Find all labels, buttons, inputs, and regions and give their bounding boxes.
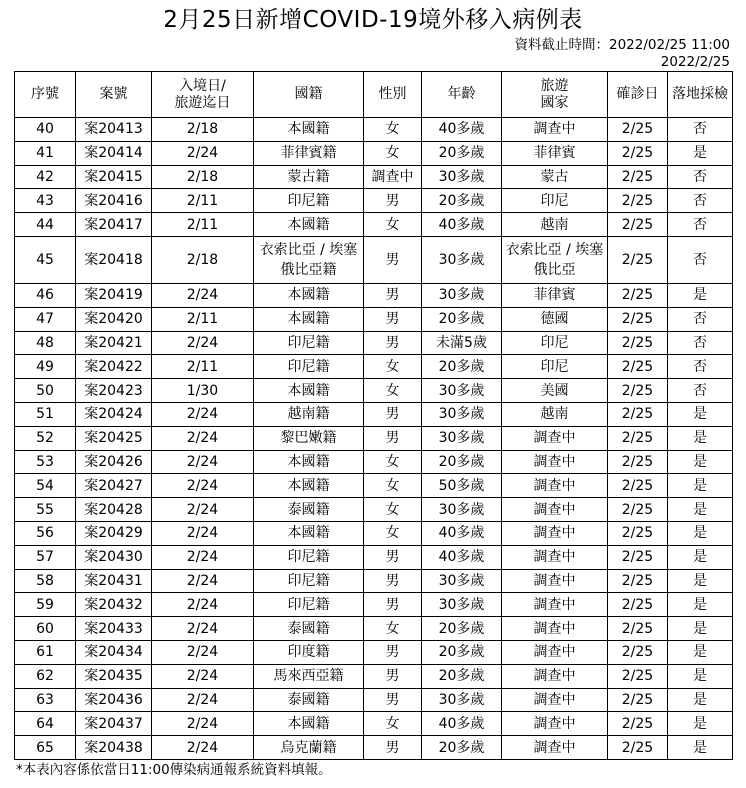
cell-confirm-date: 2/25 [608, 426, 668, 450]
cell-nationality: 印尼籍 [254, 569, 364, 593]
header-age: 年齡 [422, 72, 502, 118]
cell-confirm-date: 2/25 [608, 213, 668, 237]
cell-case-id: 案20416 [76, 189, 152, 213]
cell-travel-country: 調查中 [502, 712, 608, 736]
table-row [15, 402, 733, 426]
cell-travel-country: 調查中 [502, 593, 608, 617]
cell-case-id: 案20419 [76, 283, 152, 307]
cell-arrival-test: 否 [668, 236, 733, 283]
cell-case-id: 案20428 [76, 498, 152, 522]
cell-confirm-date: 2/25 [608, 118, 668, 142]
cell-case-id: 案20433 [76, 617, 152, 641]
cell-arrival-test: 是 [668, 283, 733, 307]
cell-arrival-test: 是 [668, 402, 733, 426]
cell-confirm-date: 2/25 [608, 617, 668, 641]
cell-serial: 62 [15, 664, 76, 688]
cell-arrival-test: 否 [668, 189, 733, 213]
cell-nationality: 本國籍 [254, 450, 364, 474]
cell-serial: 65 [15, 736, 76, 760]
cell-arrival-test: 是 [668, 617, 733, 641]
cell-age: 20多歲 [422, 640, 502, 664]
cell-confirm-date: 2/25 [608, 664, 668, 688]
header-row [15, 72, 733, 118]
cell-travel-country: 調查中 [502, 688, 608, 712]
cell-age: 30多歲 [422, 426, 502, 450]
cell-serial: 56 [15, 521, 76, 545]
cell-age: 30多歲 [422, 236, 502, 283]
cell-age: 20多歲 [422, 736, 502, 760]
cell-travel-country: 調查中 [502, 664, 608, 688]
table-row [15, 545, 733, 569]
cell-travel-country: 越南 [502, 213, 608, 237]
table-row [15, 213, 733, 237]
cell-travel-country: 調查中 [502, 426, 608, 450]
cell-sex: 女 [364, 617, 422, 641]
cell-nationality: 蒙古籍 [254, 165, 364, 189]
cell-entry-date: 2/24 [152, 521, 254, 545]
cell-confirm-date: 2/25 [608, 712, 668, 736]
table-row [15, 426, 733, 450]
cell-entry-date: 2/11 [152, 213, 254, 237]
cell-case-id: 案20432 [76, 593, 152, 617]
cell-entry-date: 2/11 [152, 307, 254, 331]
cell-arrival-test: 是 [668, 640, 733, 664]
cell-travel-country: 印尼 [502, 189, 608, 213]
cell-arrival-test: 是 [668, 593, 733, 617]
cell-age: 20多歲 [422, 307, 502, 331]
cell-sex: 女 [364, 450, 422, 474]
cell-travel-country: 調查中 [502, 545, 608, 569]
cell-case-id: 案20425 [76, 426, 152, 450]
cell-sex: 男 [364, 189, 422, 213]
cell-arrival-test: 是 [668, 569, 733, 593]
cell-age: 30多歲 [422, 688, 502, 712]
cell-confirm-date: 2/25 [608, 355, 668, 379]
cell-age: 20多歲 [422, 189, 502, 213]
table-row [15, 307, 733, 331]
cell-sex: 女 [364, 213, 422, 237]
cell-serial: 42 [15, 165, 76, 189]
cell-nationality: 本國籍 [254, 213, 364, 237]
cell-arrival-test: 否 [668, 379, 733, 403]
cell-nationality: 印度籍 [254, 640, 364, 664]
cell-case-id: 案20426 [76, 450, 152, 474]
cell-age: 20多歲 [422, 664, 502, 688]
cell-sex: 男 [364, 236, 422, 283]
cell-sex: 女 [364, 141, 422, 165]
header-travel-country: 旅遊 國家 [502, 72, 608, 118]
header-entry-date: 入境日/ 旅遊迄日 [152, 72, 254, 118]
cell-age: 20多歲 [422, 450, 502, 474]
cell-entry-date: 2/24 [152, 141, 254, 165]
footnote: *本表內容係依當日11:00傳染病通報系統資料填報。 [16, 762, 332, 778]
cell-serial: 45 [15, 236, 76, 283]
cell-serial: 52 [15, 426, 76, 450]
cell-case-id: 案20421 [76, 331, 152, 355]
cell-serial: 63 [15, 688, 76, 712]
cell-serial: 60 [15, 617, 76, 641]
page-title: 2月25日新增COVID-19境外移入病例表 [163, 7, 583, 33]
cell-travel-country: 調查中 [502, 521, 608, 545]
header-sex: 性別 [364, 72, 422, 118]
cell-confirm-date: 2/25 [608, 640, 668, 664]
cell-serial: 54 [15, 474, 76, 498]
header-case-id: 案號 [76, 72, 152, 118]
cell-serial: 51 [15, 402, 76, 426]
cell-entry-date: 2/24 [152, 617, 254, 641]
cell-travel-country: 印尼 [502, 331, 608, 355]
cell-confirm-date: 2/25 [608, 545, 668, 569]
cell-sex: 男 [364, 545, 422, 569]
cell-arrival-test: 否 [668, 307, 733, 331]
cell-confirm-date: 2/25 [608, 141, 668, 165]
cell-serial: 50 [15, 379, 76, 403]
cell-case-id: 案20427 [76, 474, 152, 498]
cell-age: 40多歲 [422, 521, 502, 545]
cell-sex: 男 [364, 426, 422, 450]
cell-serial: 49 [15, 355, 76, 379]
table-row [15, 593, 733, 617]
cell-serial: 40 [15, 118, 76, 142]
table-body [15, 118, 733, 760]
cell-confirm-date: 2/25 [608, 379, 668, 403]
cell-serial: 47 [15, 307, 76, 331]
cell-confirm-date: 2/25 [608, 283, 668, 307]
cell-travel-country: 調查中 [502, 736, 608, 760]
cell-arrival-test: 是 [668, 498, 733, 522]
header-confirm-date: 確診日 [608, 72, 668, 118]
table-row [15, 283, 733, 307]
cell-age: 30多歲 [422, 283, 502, 307]
cell-confirm-date: 2/25 [608, 189, 668, 213]
cell-age: 30多歲 [422, 593, 502, 617]
cell-case-id: 案20435 [76, 664, 152, 688]
cell-travel-country: 菲律賓 [502, 283, 608, 307]
cell-sex: 男 [364, 688, 422, 712]
cell-age: 30多歲 [422, 498, 502, 522]
cell-travel-country: 調查中 [502, 640, 608, 664]
cell-entry-date: 2/18 [152, 236, 254, 283]
cutoff-time: 資料截止時間：2022/02/25 11:00 [514, 37, 730, 53]
table-row [15, 450, 733, 474]
cell-sex: 男 [364, 402, 422, 426]
cell-travel-country: 調查中 [502, 474, 608, 498]
cell-case-id: 案20417 [76, 213, 152, 237]
cell-confirm-date: 2/25 [608, 569, 668, 593]
cell-entry-date: 2/24 [152, 450, 254, 474]
cell-travel-country: 越南 [502, 402, 608, 426]
cell-serial: 48 [15, 331, 76, 355]
cell-age: 40多歲 [422, 213, 502, 237]
cell-nationality: 本國籍 [254, 712, 364, 736]
cell-sex: 男 [364, 640, 422, 664]
cell-arrival-test: 是 [668, 426, 733, 450]
cell-nationality: 烏克蘭籍 [254, 736, 364, 760]
cell-age: 30多歲 [422, 165, 502, 189]
cell-nationality: 印尼籍 [254, 593, 364, 617]
cell-nationality: 衣索比亞 / 埃塞俄比亞籍 [254, 236, 364, 283]
cell-confirm-date: 2/25 [608, 307, 668, 331]
cell-serial: 59 [15, 593, 76, 617]
cell-age: 20多歲 [422, 141, 502, 165]
cell-serial: 61 [15, 640, 76, 664]
cell-serial: 64 [15, 712, 76, 736]
cell-case-id: 案20438 [76, 736, 152, 760]
cell-entry-date: 2/24 [152, 426, 254, 450]
cell-entry-date: 2/24 [152, 474, 254, 498]
cell-confirm-date: 2/25 [608, 736, 668, 760]
cell-entry-date: 2/24 [152, 688, 254, 712]
cell-entry-date: 2/18 [152, 165, 254, 189]
cell-sex: 女 [364, 474, 422, 498]
header-nationality: 國籍 [254, 72, 364, 118]
cell-age: 50多歲 [422, 474, 502, 498]
cell-sex: 女 [364, 712, 422, 736]
cell-travel-country: 調查中 [502, 118, 608, 142]
cell-sex: 女 [364, 355, 422, 379]
cell-age: 20多歲 [422, 355, 502, 379]
cell-nationality: 印尼籍 [254, 331, 364, 355]
cell-nationality: 本國籍 [254, 118, 364, 142]
cell-age: 40多歲 [422, 545, 502, 569]
table-row [15, 498, 733, 522]
cell-case-id: 案20413 [76, 118, 152, 142]
cell-confirm-date: 2/25 [608, 402, 668, 426]
table-row [15, 379, 733, 403]
cell-arrival-test: 是 [668, 450, 733, 474]
cell-travel-country: 德國 [502, 307, 608, 331]
cell-entry-date: 2/24 [152, 593, 254, 617]
table-row [15, 236, 733, 283]
table-row [15, 617, 733, 641]
cell-sex: 女 [364, 498, 422, 522]
table-row [15, 664, 733, 688]
cell-arrival-test: 否 [668, 165, 733, 189]
cell-arrival-test: 否 [668, 213, 733, 237]
cell-arrival-test: 是 [668, 736, 733, 760]
cell-confirm-date: 2/25 [608, 593, 668, 617]
cell-travel-country: 美國 [502, 379, 608, 403]
cell-age: 20多歲 [422, 617, 502, 641]
cell-arrival-test: 是 [668, 664, 733, 688]
cell-arrival-test: 是 [668, 712, 733, 736]
cell-nationality: 菲律賓籍 [254, 141, 364, 165]
table-row [15, 141, 733, 165]
cell-sex: 男 [364, 569, 422, 593]
cell-case-id: 案20423 [76, 379, 152, 403]
cases-table [14, 71, 733, 760]
cell-serial: 44 [15, 213, 76, 237]
table-row [15, 474, 733, 498]
cell-entry-date: 2/24 [152, 498, 254, 522]
cell-travel-country: 印尼 [502, 355, 608, 379]
cell-arrival-test: 是 [668, 521, 733, 545]
cell-nationality: 本國籍 [254, 379, 364, 403]
cell-entry-date: 2/24 [152, 664, 254, 688]
table-row [15, 355, 733, 379]
header-arrival-test: 落地採檢 [668, 72, 733, 118]
table-row [15, 569, 733, 593]
cell-serial: 53 [15, 450, 76, 474]
cell-arrival-test: 是 [668, 688, 733, 712]
cell-case-id: 案20415 [76, 165, 152, 189]
cell-age: 30多歲 [422, 569, 502, 593]
cell-travel-country: 調查中 [502, 450, 608, 474]
cell-age: 30多歲 [422, 379, 502, 403]
cell-serial: 55 [15, 498, 76, 522]
cell-nationality: 泰國籍 [254, 688, 364, 712]
cell-entry-date: 2/24 [152, 331, 254, 355]
cell-case-id: 案20424 [76, 402, 152, 426]
cell-sex: 男 [364, 331, 422, 355]
cell-nationality: 泰國籍 [254, 498, 364, 522]
cell-nationality: 本國籍 [254, 307, 364, 331]
cell-entry-date: 2/24 [152, 545, 254, 569]
cell-sex: 男 [364, 283, 422, 307]
cell-travel-country: 菲律賓 [502, 141, 608, 165]
cell-case-id: 案20431 [76, 569, 152, 593]
cell-arrival-test: 是 [668, 141, 733, 165]
cell-entry-date: 2/24 [152, 640, 254, 664]
cell-nationality: 黎巴嫩籍 [254, 426, 364, 450]
cell-case-id: 案20434 [76, 640, 152, 664]
table-row [15, 521, 733, 545]
cell-age: 40多歲 [422, 712, 502, 736]
cell-nationality: 印尼籍 [254, 189, 364, 213]
cell-confirm-date: 2/25 [608, 331, 668, 355]
cell-serial: 41 [15, 141, 76, 165]
cell-case-id: 案20436 [76, 688, 152, 712]
cell-nationality: 越南籍 [254, 402, 364, 426]
cell-confirm-date: 2/25 [608, 688, 668, 712]
cell-serial: 57 [15, 545, 76, 569]
cell-sex: 女 [364, 379, 422, 403]
cell-confirm-date: 2/25 [608, 498, 668, 522]
cell-travel-country: 調查中 [502, 498, 608, 522]
cell-nationality: 馬來西亞籍 [254, 664, 364, 688]
table-row [15, 189, 733, 213]
cell-entry-date: 2/24 [152, 736, 254, 760]
table-row [15, 331, 733, 355]
cell-case-id: 案20414 [76, 141, 152, 165]
cell-nationality: 印尼籍 [254, 355, 364, 379]
cell-confirm-date: 2/25 [608, 165, 668, 189]
table-row [15, 688, 733, 712]
cell-entry-date: 2/24 [152, 402, 254, 426]
cell-case-id: 案20420 [76, 307, 152, 331]
cell-entry-date: 2/11 [152, 355, 254, 379]
cell-nationality: 本國籍 [254, 283, 364, 307]
cell-entry-date: 1/30 [152, 379, 254, 403]
cell-age: 30多歲 [422, 402, 502, 426]
cell-nationality: 印尼籍 [254, 545, 364, 569]
cell-confirm-date: 2/25 [608, 521, 668, 545]
table-row [15, 118, 733, 142]
cell-travel-country: 調查中 [502, 617, 608, 641]
cell-entry-date: 2/18 [152, 118, 254, 142]
cell-sex: 女 [364, 521, 422, 545]
header-serial: 序號 [15, 72, 76, 118]
cell-travel-country: 蒙古 [502, 165, 608, 189]
cell-case-id: 案20430 [76, 545, 152, 569]
cell-arrival-test: 否 [668, 355, 733, 379]
cell-entry-date: 2/24 [152, 712, 254, 736]
cell-serial: 58 [15, 569, 76, 593]
cell-travel-country: 衣索比亞 / 埃塞俄比亞 [502, 236, 608, 283]
cell-confirm-date: 2/25 [608, 450, 668, 474]
report-date: 2022/2/25 [660, 54, 730, 70]
cell-age: 40多歲 [422, 118, 502, 142]
cell-sex: 男 [364, 593, 422, 617]
cell-arrival-test: 否 [668, 118, 733, 142]
table-row [15, 712, 733, 736]
cell-case-id: 案20422 [76, 355, 152, 379]
cell-entry-date: 2/24 [152, 283, 254, 307]
cell-confirm-date: 2/25 [608, 236, 668, 283]
table-row [15, 165, 733, 189]
cell-arrival-test: 是 [668, 545, 733, 569]
cell-sex: 男 [364, 664, 422, 688]
cell-case-id: 案20429 [76, 521, 152, 545]
cell-sex: 男 [364, 307, 422, 331]
cell-nationality: 本國籍 [254, 521, 364, 545]
cell-entry-date: 2/11 [152, 189, 254, 213]
cell-case-id: 案20437 [76, 712, 152, 736]
cell-sex: 女 [364, 118, 422, 142]
cell-arrival-test: 是 [668, 474, 733, 498]
cell-confirm-date: 2/25 [608, 474, 668, 498]
table-row [15, 640, 733, 664]
cell-serial: 46 [15, 283, 76, 307]
cell-nationality: 本國籍 [254, 474, 364, 498]
cell-case-id: 案20418 [76, 236, 152, 283]
cell-arrival-test: 否 [668, 331, 733, 355]
cell-entry-date: 2/24 [152, 569, 254, 593]
cell-serial: 43 [15, 189, 76, 213]
cell-sex: 男 [364, 736, 422, 760]
cell-age: 未滿5歲 [422, 331, 502, 355]
cell-travel-country: 調查中 [502, 569, 608, 593]
cell-sex: 調查中 [364, 165, 422, 189]
cell-nationality: 泰國籍 [254, 617, 364, 641]
table-row [15, 736, 733, 760]
